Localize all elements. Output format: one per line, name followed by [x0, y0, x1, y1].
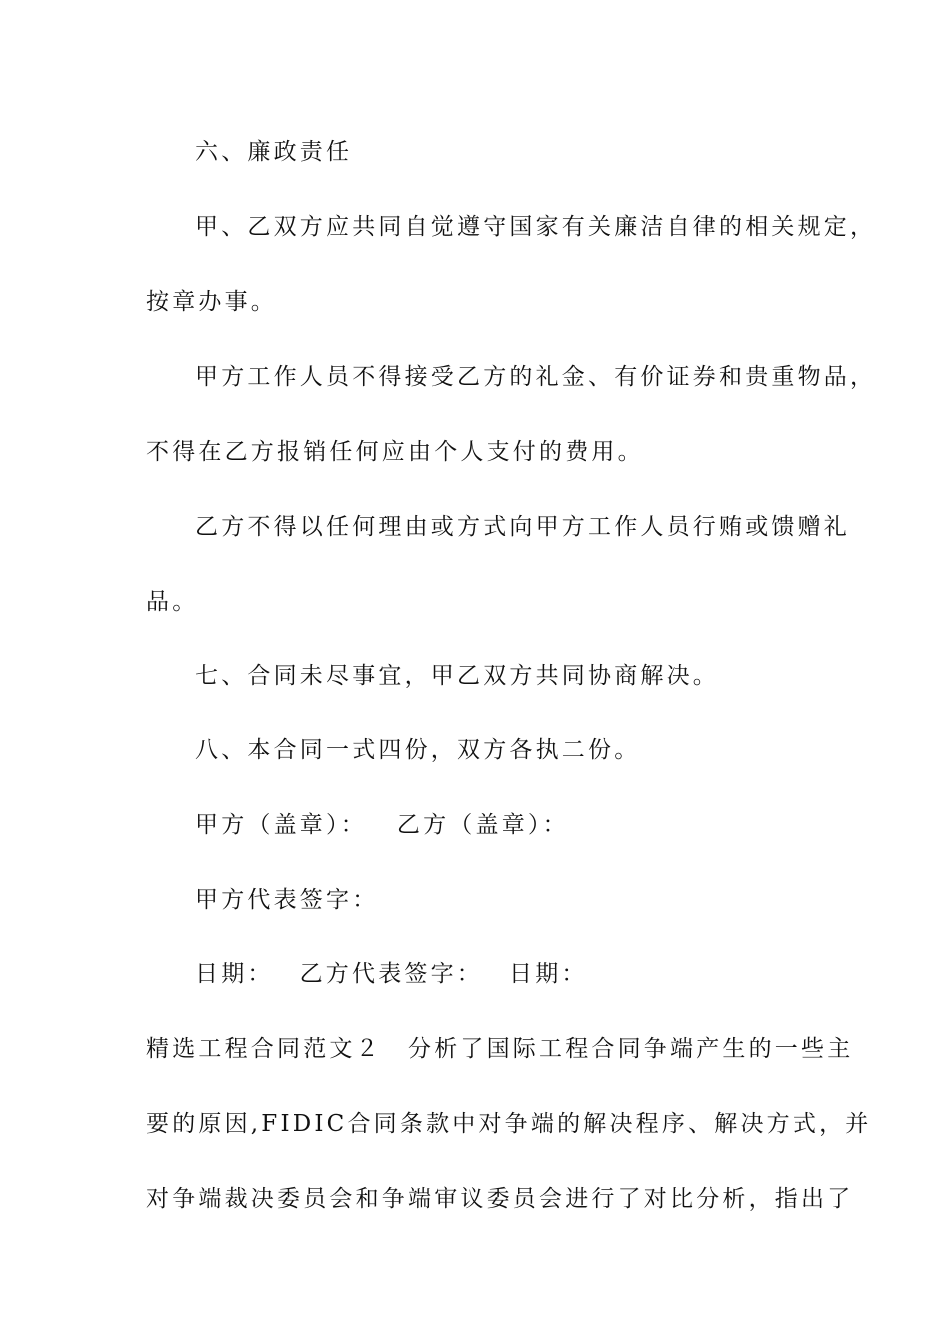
seal-line: [195, 810, 569, 840]
section-6-heading: 六、廉政责任: [195, 139, 353, 165]
party-b-rep-label: 乙方代表签字：: [299, 961, 484, 987]
paragraph-line: 甲、乙双方应共同自觉遵守国家有关廉洁自律的相关规定，: [195, 214, 877, 240]
section-8: 八、本合同一式四份，双方各执二份。: [195, 737, 641, 763]
date-signature-line: [195, 959, 588, 989]
party-a-seal-label: 甲方（盖章）：: [195, 812, 367, 838]
paragraph-line: 乙方不得以任何理由或方式向甲方工作人员行贿或馈赠礼: [195, 514, 850, 540]
paragraph-line: 不得在乙方报销任何应由个人支付的费用。: [146, 439, 644, 465]
paragraph-line: 要的原因,FIDIC合同条款中对争端的解决程序、解决方式，并: [146, 1111, 872, 1137]
paragraph-line: 品。: [146, 589, 199, 615]
section-7: 七、合同未尽事宜，甲乙双方共同协商解决。: [195, 663, 719, 689]
paragraph-line: 精选工程合同范文２ 分析了国际工程合同争端产生的一些主: [146, 1036, 854, 1062]
party-b-seal-label: 乙方（盖章）：: [396, 812, 569, 838]
date-a-label: 日期：: [195, 961, 274, 987]
party-a-rep-label: 甲方代表签字：: [195, 887, 379, 913]
paragraph-line: 对争端裁决委员会和争端审议委员会进行了对比分析，指出了: [146, 1186, 854, 1212]
date-b-label: 日期：: [509, 961, 588, 987]
paragraph-line: 按章办事。: [146, 289, 277, 315]
paragraph-line: 甲方工作人员不得接受乙方的礼金、有价证券和贵重物品，: [195, 364, 877, 390]
